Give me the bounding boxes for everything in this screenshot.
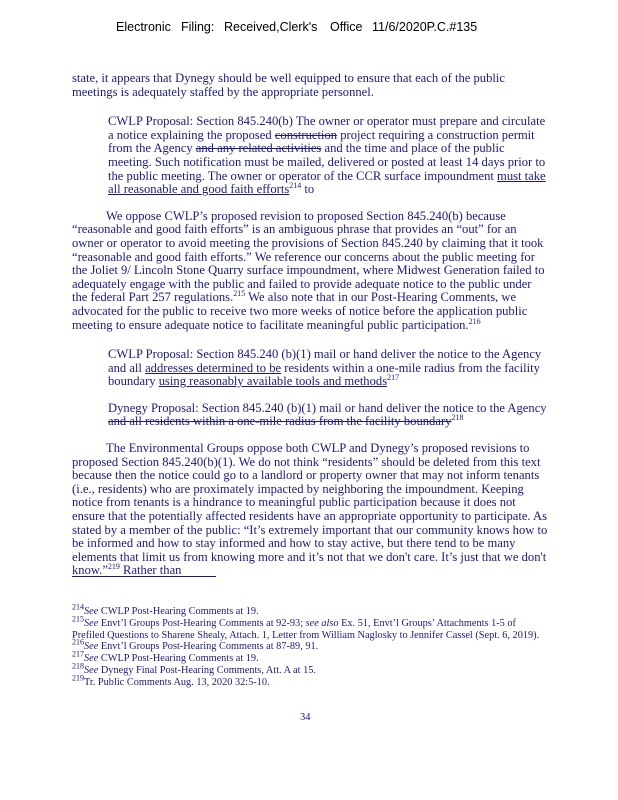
bullet-cwlp-240b (108, 115, 548, 197)
struck-text: construction (274, 127, 338, 142)
footnote-ref[interactable]: 215 (233, 289, 246, 299)
cwlp-240b-text: CWLP Proposal: Section 845.240(b) The owner or operator must prepare and circulate a notice explaining the proposed construction project requiring a construction permit from the Agency and any related activities and the time and place of the public meeting. Such notification must be mailed, delivered or posted at least 14 days prior to the public meeting. The owner or operator of the CCR surface impoundment must take all reasonable and good faith efforts$^{214}$ to (108, 114, 546, 197)
dynegy-240b1-text: Dynegy Proposal: Section 845.240 (b)(1) mail or hand deliver the notice to the Agency and all residents within a one-mile radius from the facility boundary$^{218}$ (108, 400, 547, 429)
struck-text: and any related activities (195, 141, 322, 156)
footnote-218: $^{218}$See Dynegy Final Post-Hearing Comments, Att. A at 15. (72, 661, 316, 676)
header-electronic: Electronic (116, 20, 171, 34)
page-number: 34 (300, 712, 311, 723)
footnote-217: $^{217}$See CWLP Post-Hearing Comments at 19. (72, 649, 259, 665)
footnote-219: $^{219}$Tr. Public Comments Aug. 13, 2020 32:5-10. (72, 673, 270, 688)
footnote-214: $^{214}$See CWLP Post-Hearing Comments at 19. (72, 602, 259, 617)
inserted-text: must take all reasonable and good faith efforts (108, 168, 546, 197)
cwlp-240b1-text: CWLP Proposal: Section 845.240 (b)(1) mail or hand deliver the notice to the Agency and all addresses determined to be residents within a one-mile radius from the facility boundary using reasonably available tools and methods$^{217}$ (108, 347, 542, 389)
bullet-cwlp-240b1 (108, 348, 548, 389)
document-body (72, 72, 548, 578)
inserted-text: using reasonably available tools and methods (158, 374, 388, 389)
environmental-groups-paragraph: The Environmental Groups oppose both CWLP and Dynegy’s proposed revisions to proposed Section 845.240(b)(1). We do not think “residents” should be deleted from this text because then the notice could go to a landlord or property owner that may not inform tenants (i.e., residents) who are proximately impacted by neighboring the impoundment. Keeping notice from tenants is a hindrance to meaningful public participation because it does not ensure that the potentially affected residents have an appropriate opportunity to participate. As stated by a member of the public: “It’s extremely important that our community knows how to be informed and how to stay informed and how to stay active, but there tend to be many elements that limit us from knowing more and it’s not that we don't care. It’s just that we don't know.”$^{219}$ Rather than (72, 441, 548, 578)
header-office: Office (330, 20, 363, 34)
footnote-216: $^{216}$See Envt’l Groups Post-Hearing Comments at 87-89, 91. (72, 637, 319, 653)
header-stamp: 11/6/2020P.C.#135 (372, 20, 478, 34)
bullet-dynegy-240b1 (108, 402, 548, 429)
struck-text: and all residents within a one-mile radius from the facility boundary (108, 414, 452, 429)
footnote-ref[interactable]: 216 (468, 316, 481, 326)
header-filing: Filing: (181, 20, 215, 34)
footnote-separator (72, 576, 216, 577)
inserted-text: addresses determined to be (145, 360, 282, 375)
footnote-ref[interactable]: 214 (289, 180, 302, 190)
intro-paragraph: state, it appears that Dynegy should be well equipped to ensure that each of the public meetings is adequately staffed by the appropriate personnel. (72, 71, 505, 99)
footnote-215: $^{215}$See Envt’l Groups Post-Hearing Comments at 92-93; see also Ex. 51, Envt’l Groups’ Attachments 1-5 of Prefiled Questions to Sharene Shealy, Attach. 1, Letter from William Naglosky to Jennifer Cassel (Sept. 6, 2019). (72, 614, 540, 641)
footnote-ref[interactable]: 219 (107, 562, 120, 572)
footnote-ref[interactable]: 218 (451, 413, 464, 423)
oppose-paragraph: We oppose CWLP’s proposed revision to proposed Section 845.240(b) because “reasonable and good faith efforts” is an ambiguous phrase that provides an “out” for an owner or operator to avoid meeting the provisions of Section 845.240 by claiming that it took “reasonable and good faith efforts.” We reference our concerns about the public meeting for the Joliet 9/ Lincoln Stone Quarry surface impoundment, where Midwest Generation failed to adequately engage with the public and failed to provide adequate notice to the public under the federal Part 257 regulations.$^{215}$ We also note that in our Post-Hearing Comments, we advocated for the public to receive two more weeks of notice before the application public meeting to ensure adequate notice to facilitate meaningful public participation.$^{216}$ (72, 208, 545, 332)
footnotes (72, 602, 548, 689)
footnote-ref[interactable]: 217 (387, 373, 400, 383)
header-received: Received,Clerk's (224, 20, 318, 34)
